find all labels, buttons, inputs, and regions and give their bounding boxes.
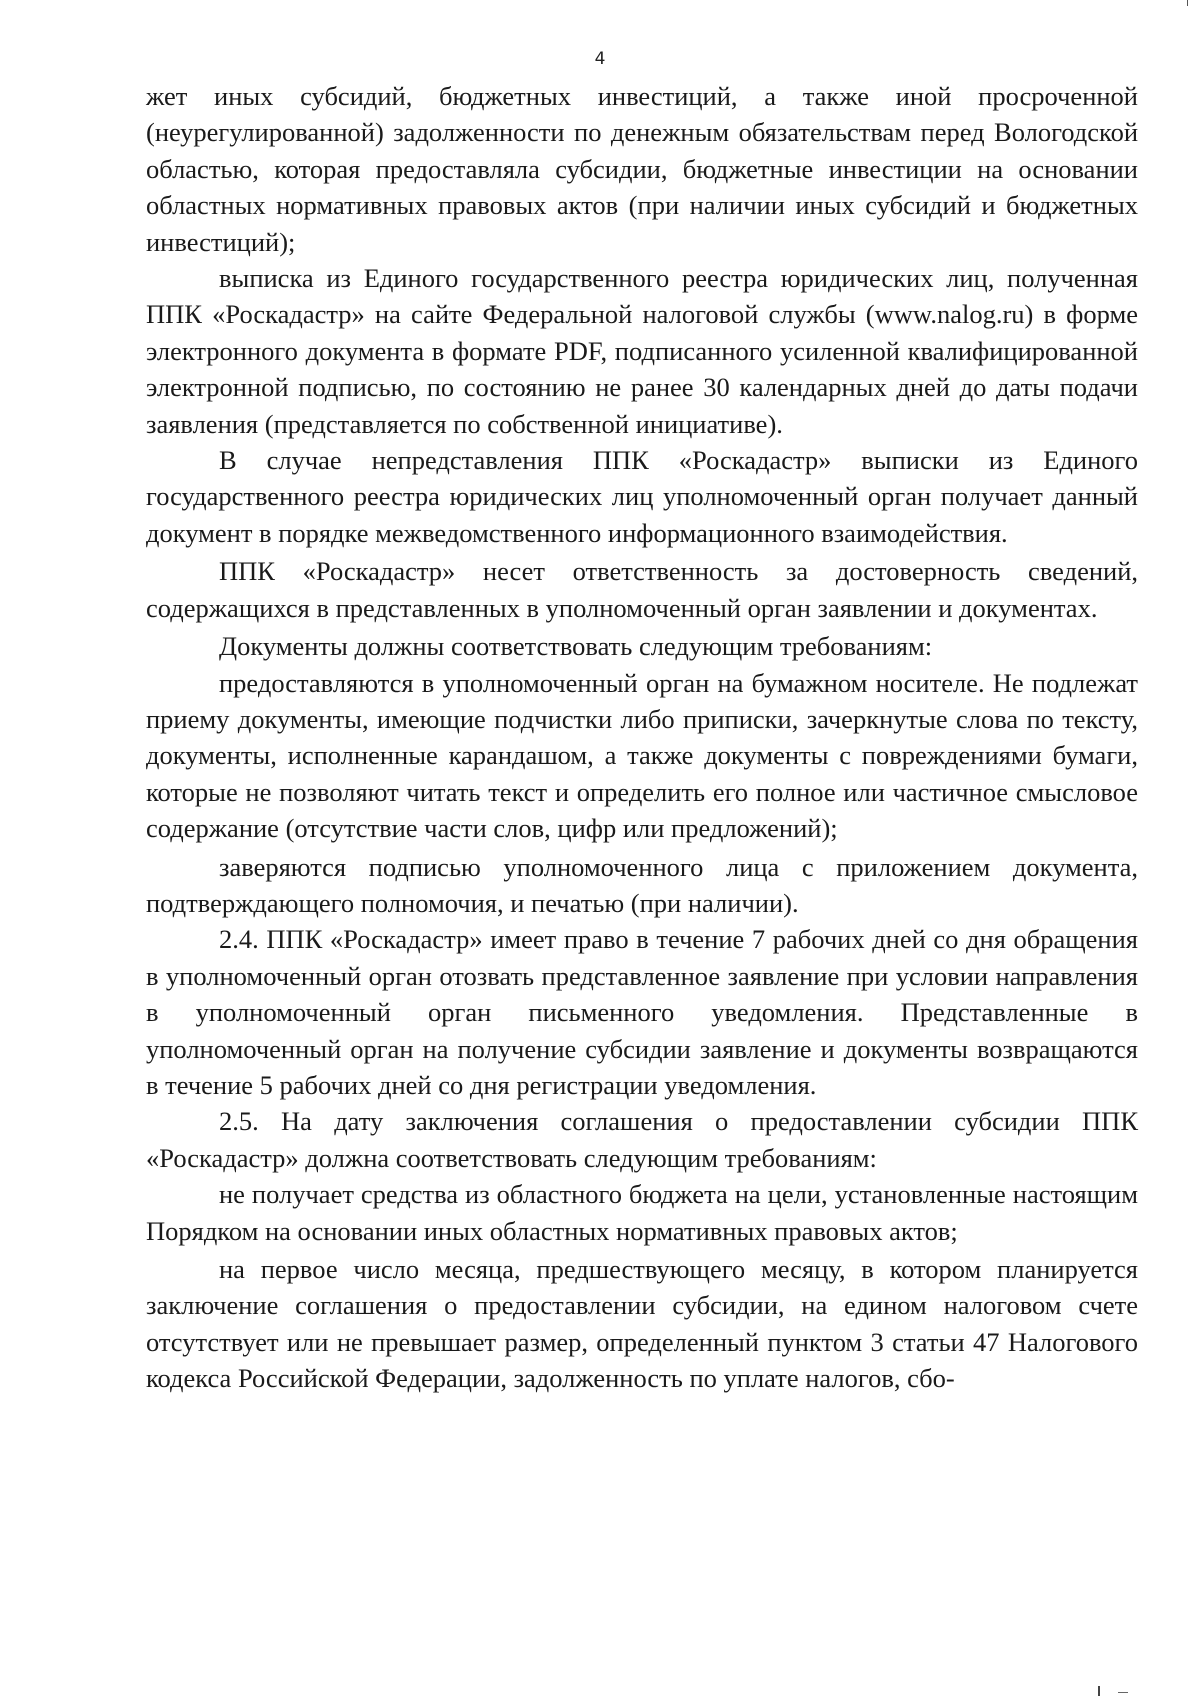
paragraph-no-regional-funds: не получает средства из областного бюджета на цели, установленные настоящим Порядком на основании иных областных нормативных правовых актов;	[146, 1179, 1138, 1246]
scan-corner-mark	[1187, 0, 1188, 6]
document-body	[146, 78, 1138, 1397]
paragraph-continuation: жет иных субсидий, бюджетных инвестиций, а также иной просроченной (неурегулированной) задолженности по денежным обязательствам перед Вологодской областью, которая предоставляла субсидии, бюджетные инвестиции на основании областных нормативных правовых актов (при наличии иных субсидий и бюджетных инвестиций);	[146, 81, 1138, 257]
scan-bottom-mark	[1098, 1686, 1100, 1696]
scan-bottom-mark-line	[1118, 1692, 1128, 1693]
page-number: 4	[594, 49, 606, 69]
paragraph-signature-requirement: заверяются подписью уполномоченного лица с приложением документа, подтверждающего полномочия, и печатью (при наличии).	[146, 851, 1138, 918]
paragraph-egrul-extract: выписка из Единого государственного реестра юридических лиц, полученная ППК «Роскадастр» на сайте Федеральной налоговой службы (www.nalog.ru) в форме электронного документа в формате PDF, подписанного усиленной квалифицированной электронной подписью, по состоянию не ранее 30 календарных дней до даты подачи заявления (представляется по собственной инициативе).	[146, 263, 1138, 439]
paragraph-tax-debt: на первое число месяца, предшествующего месяцу, в котором планируется заключение соглашения о предоставлении субсидии, на едином налоговом счете отсутствует или не превышает размер, определенный пунктом 3 статьи 47 Налогового кодекса Российской Федерации, задолженность по уплате налогов, сбо-	[146, 1254, 1138, 1394]
paragraph-section-2-4: 2.4. ППК «Роскадастр» имеет право в течение 7 рабочих дней со дня обращения в уполномоченный орган отозвать представленное заявление при условии направления в уполномоченный орган письменного уведомления. Представленные в уполномоченный орган на получение субсидии заявление и документы возвращаются в течение 5 рабочих дней со дня регистрации уведомления.	[146, 924, 1138, 1100]
paragraph-requirements-intro: Документы должны соответствовать следующим требованиям:	[219, 631, 933, 662]
paragraph-responsibility: ППК «Роскадастр» несет ответственность за достоверность сведений, содержащихся в представленных в уполномоченный орган заявлении и документах.	[146, 556, 1138, 623]
paragraph-section-2-5: 2.5. На дату заключения соглашения о предоставлении субсидии ППК «Роскадастр» должна соответствовать следующим требованиям:	[146, 1106, 1138, 1173]
paragraph-non-submission: В случае непредставления ППК «Роскадастр» выписки из Единого государственного реестра юридических лиц уполномоченный орган получает данный документ в порядке межведомственного информационного взаимодействия.	[146, 445, 1138, 548]
paragraph-paper-requirement: предоставляются в уполномоченный орган на бумажном носителе. Не подлежат приему документы, имеющие подчистки либо приписки, зачеркнутые слова по тексту, документы, исполненные карандашом, а также документы с повреждениями бумаги, которые не позволяют читать текст и определить его полное или частичное смысловое содержание (отсутствие части слов, цифр или предложений);	[146, 667, 1138, 844]
